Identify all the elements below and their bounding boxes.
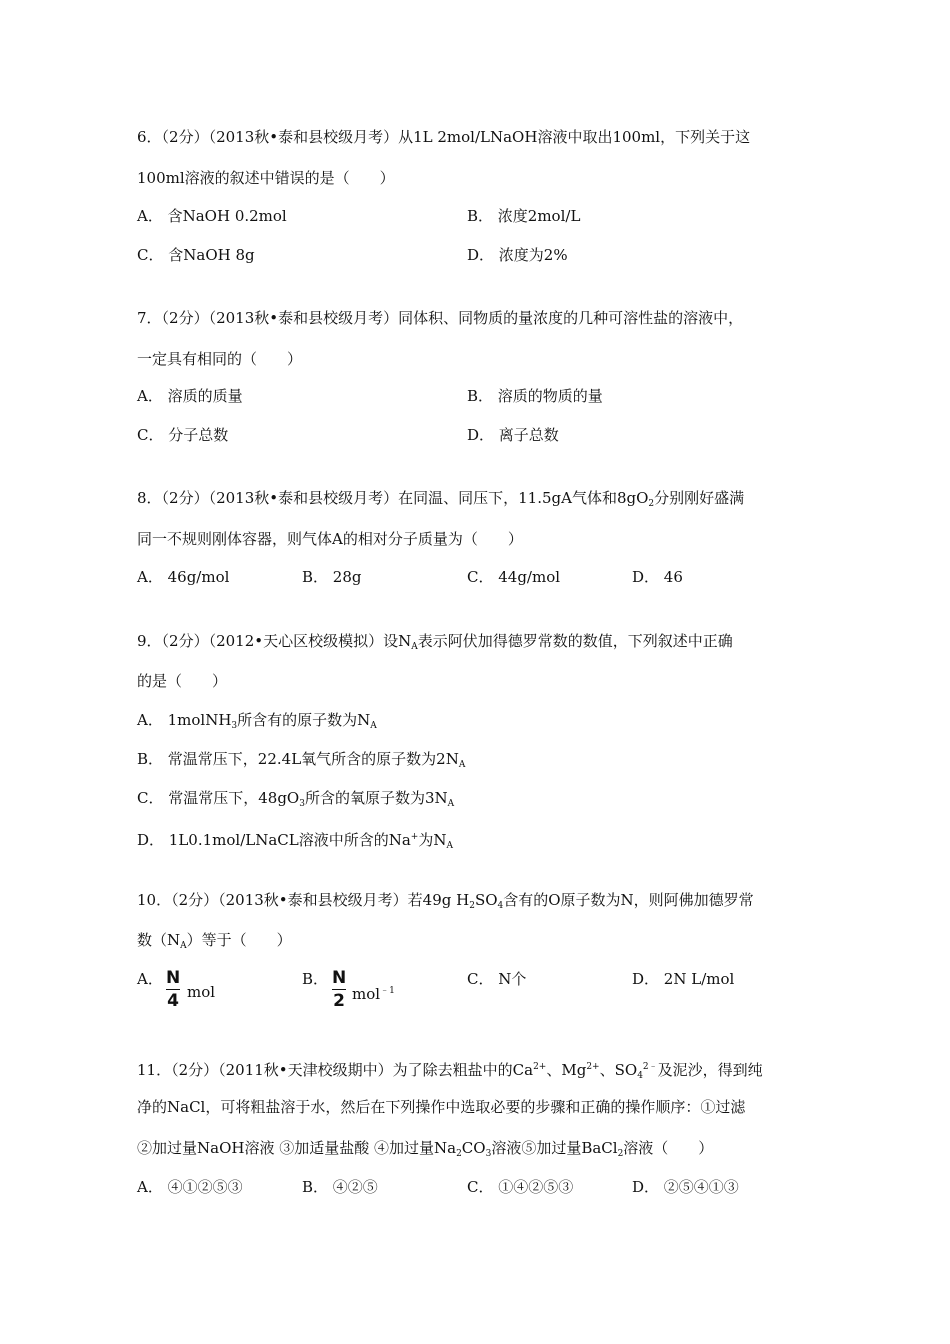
q9-d-mid: 为N [418,831,447,849]
q10-a-fraction-bar [166,989,180,990]
q10-option-b-label: B． [302,970,329,988]
q9-b-text: B． 常温常压下，22.4L氧气所含的原子数为2N [137,750,459,768]
q11-line3 [137,1138,713,1164]
q10-b-unit-text: mol [352,985,381,1003]
q11-line2: 净的NaCl，可将粗盐溶于水，然后在下列操作中选取必要的步骤和正确的操作顺序：①过滤 [137,1098,746,1116]
q11-line1-mid1: 、Mg [546,1061,587,1079]
q10-line1-sub1: 2 [469,901,475,911]
q8-line2: 同一不规则刚体容器，则气体A的相对分子质量为（ ） [137,530,523,548]
q10-line1-mid: SO [474,891,498,909]
q11-line1 [137,1057,763,1086]
q9-a-sub1: 3 [231,721,238,731]
q11-line1-sup1: 2+ [533,1062,547,1072]
q9-c-sub1: 3 [299,799,305,809]
q10-b-denominator: 2 [333,991,345,1011]
q9-option-c [137,788,454,814]
q10-option-a-label: A． [137,970,163,988]
q8-line1-post: 分别刚好盛满 [654,489,745,507]
q8-line1-text: 8．（2分）（2013秋•泰和县校级月考）在同温、同压下，11.5gA气体和8gO [137,489,649,507]
q8-option-c: C． 44g/mol [467,568,561,586]
q11-line3-sub1: 2 [456,1149,462,1159]
q10-a-unit: mol [187,983,216,1001]
q6-line1: 6．（2分）（2013秋•泰和县校级月考）从1L 2mol/LNaOH溶液中取出100ml，下列关于这 [137,128,751,146]
q9-option-d [137,827,453,856]
q9-c-sub2: A [447,799,455,809]
q9-a-mid: 所含有的原子数为N [237,711,371,729]
q11-line3-mid1: CO [461,1139,486,1157]
q10-option-d: D． 2N L/mol [632,970,735,988]
q6-option-d: D． 浓度为2% [467,246,568,264]
q11-option-d: D． ②⑤④①③ [632,1178,739,1196]
q11-line1-mid2: 、SO [599,1061,638,1079]
q11-line1-sup3: 2﹣ [642,1062,658,1072]
q10-a-denominator: 4 [167,991,179,1011]
q10-b-fraction-bar [332,989,346,990]
q9-a-text: A． 1molNH [137,711,232,729]
q9-d-sub: A [446,841,453,851]
q9-option-a [137,710,377,736]
q10-option-c: C． N个 [467,970,527,988]
q7-option-d: D． 离子总数 [467,426,559,444]
q11-line3-mid2: 溶液⑤加过量BaCl [491,1139,618,1157]
q9-c-text: C． 常温常压下，48gO [137,789,300,807]
q9-d-text: D． 1L0.1mol/LNaCL溶液中所含的Na [137,831,411,849]
q11-line1-sub: 4 [637,1071,643,1081]
q9-line1-sub: A [411,642,418,652]
q10-a-numerator: N [166,968,181,988]
q8-line1 [137,488,744,514]
q9-option-b [137,749,465,775]
q9-d-sup: + [410,832,419,842]
q10-option-a-fraction [166,968,180,1011]
q7-line2: 一定具有相同的（ ） [137,350,303,368]
q8-option-b: B． 28g [302,568,362,586]
q10-line2 [137,930,292,956]
q11-line3-post: 溶液（ ） [623,1139,714,1157]
q10-b-unit [352,983,395,1003]
q11-line3-sub3: 2 [617,1149,624,1159]
q8-line1-sub: 2 [648,499,655,509]
q7-option-b: B． 溶质的物质的量 [467,387,603,405]
q8-option-d: D． 46 [632,568,683,586]
q8-option-a: A． 46g/mol [137,568,230,586]
q9-line1-text: 9．（2分）（2012•天心区校级模拟）设N [137,632,412,650]
q11-option-a: A． ④①②⑤③ [137,1178,243,1196]
q11-line1-text: 11．（2分）（2011秋•天津校级期中）为了除去粗盐中的Ca [137,1061,534,1079]
q7-option-c: C． 分子总数 [137,426,229,444]
q7-option-a: A． 溶质的质量 [137,387,243,405]
q10-option-b-fraction [332,968,346,1011]
q9-a-sub2: A [370,721,377,731]
q6-option-c: C． 含NaOH 8g [137,246,255,264]
q7-line1: 7．（2分）（2013秋•泰和县校级月考）同体积、同物质的量浓度的几种可溶性盐的溶液中， [137,309,744,327]
q10-line1-post: 含有的O原子数为N，则阿佛加德罗常 [503,891,754,909]
q10-line2-text: 数（N [137,931,181,949]
q6-option-a: A． 含NaOH 0.2mol [137,207,287,225]
q9-c-mid: 所含的氧原子数为3N [304,789,448,807]
q11-option-c: C． ①④②⑤③ [467,1178,574,1196]
q11-line1-sup2: 2+ [586,1062,600,1072]
q10-line2-sub: A [180,941,187,951]
q9-line1 [137,631,733,657]
q11-line3-sub2: 3 [485,1149,492,1159]
q10-line1 [137,890,754,916]
q10-line1-sub2: 4 [497,901,504,911]
q10-line2-post: ）等于（ ） [186,931,292,949]
q11-line1-post: 及泥沙，得到纯 [657,1061,763,1079]
q11-option-b: B． ④②⑤ [302,1178,378,1196]
q6-line2: 100ml溶液的叙述中错误的是（ ） [137,169,395,187]
q6-option-b: B． 浓度2mol/L [467,207,581,225]
q9-line2: 的是（ ） [137,672,228,690]
q10-b-numerator: N [332,968,347,988]
q10-line1-text: 10．（2分）（2013秋•泰和县校级月考）若49g H [137,891,470,909]
q9-b-sub: A [458,760,466,770]
q9-line1-post: 表示阿伏加得德罗常数的数值，下列叙述中正确 [417,632,733,650]
q10-b-unit-sup: ﹣1 [380,986,395,996]
q11-line3-text: ②加过量NaOH溶液 ③加适量盐酸 ④加过量Na [137,1139,457,1157]
